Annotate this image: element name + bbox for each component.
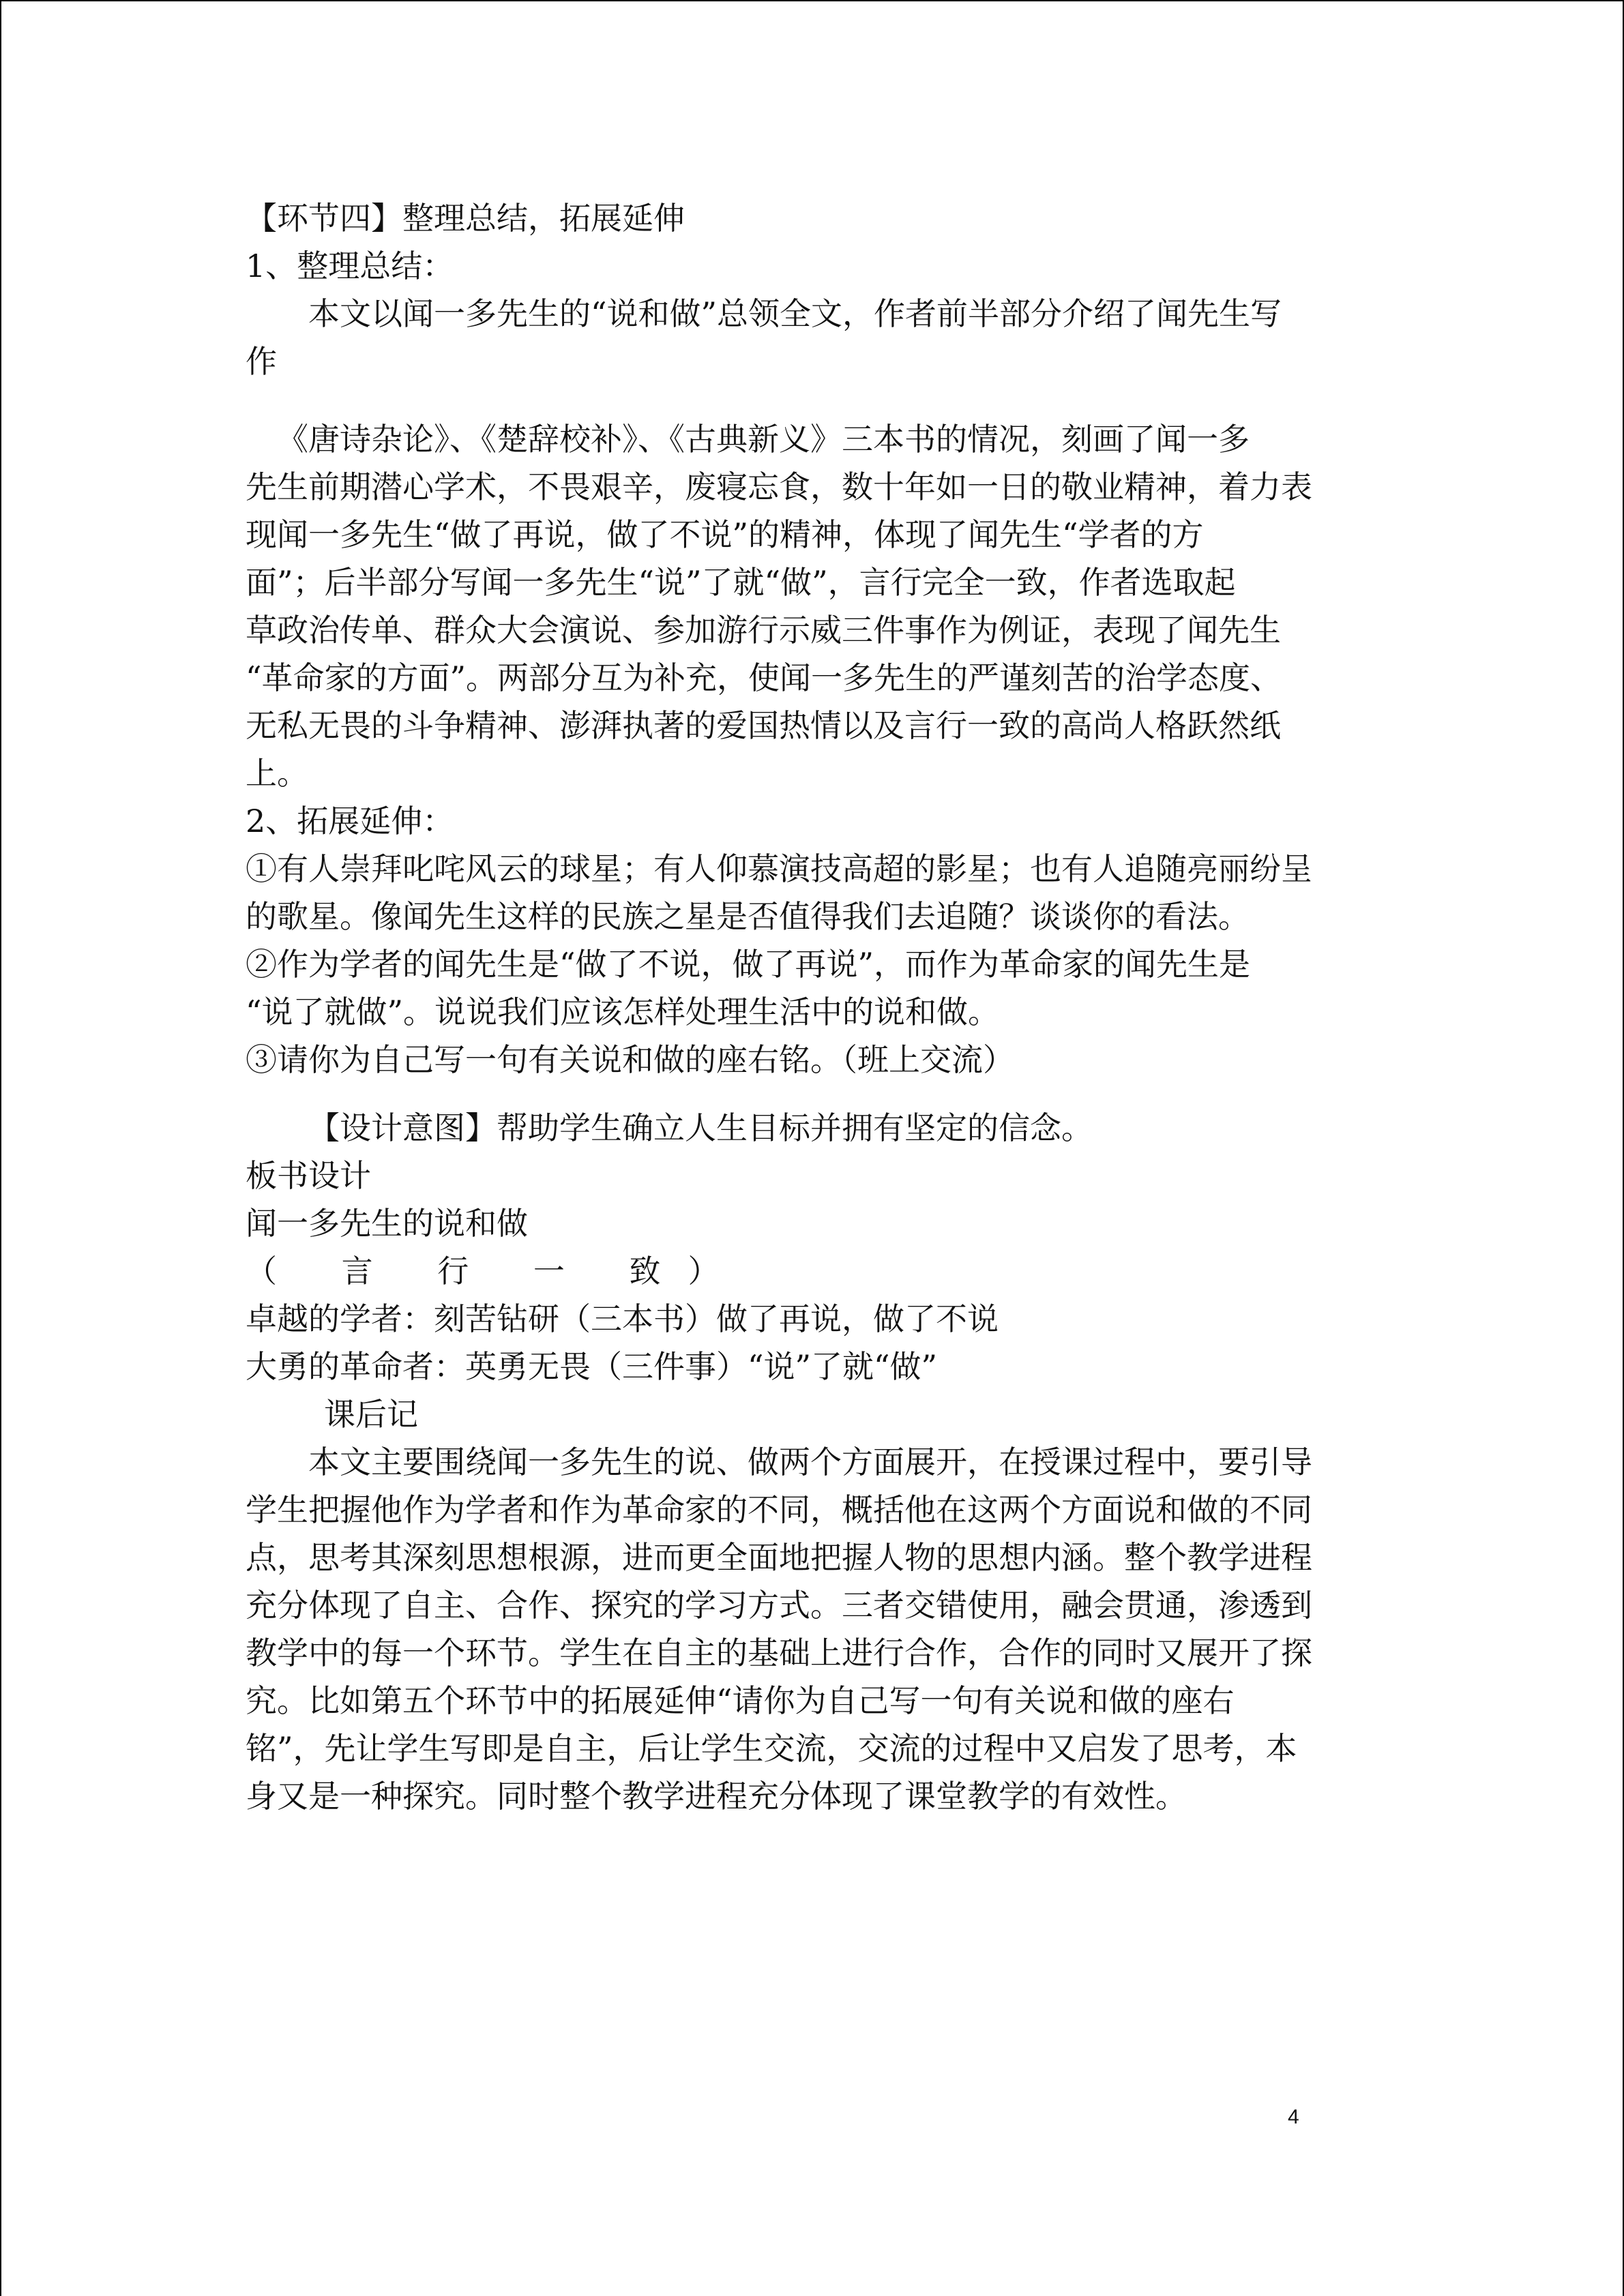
extension-line: ①有人崇拜叱咤风云的球星；有人仰慕演技高超的影星；也有人追随亮丽纷呈 xyxy=(246,850,1312,887)
extension-line: ②作为学者的闻先生是“做了不说，做了再说”，而作为革命家的闻先生是 xyxy=(246,946,1251,983)
board-line-revolutionary: 大勇的革命者：英勇无畏（三件事）“说”了就“做” xyxy=(246,1348,938,1385)
reflection-line: 本文主要围绕闻一多先生的说、做两个方面展开，在授课过程中，要引导 xyxy=(308,1444,1312,1480)
summary-paragraph-line: “革命家的方面”。两部分互为补充，使闻一多先生的严谨刻苦的治学态度、 xyxy=(246,659,1282,696)
design-intent: 【设计意图】帮助学生确立人生目标并拥有坚定的信念。 xyxy=(308,1109,1093,1146)
summary-paragraph-line: 先生前期潜心学术，不畏艰辛，废寝忘食，数十年如一日的敬业精神，着力表 xyxy=(246,468,1312,505)
summary-paragraph-line: 上。 xyxy=(246,755,308,792)
reflection-line: 铭”，先让学生写即是自主，后让学生交流，交流的过程中又启发了思考，本 xyxy=(246,1730,1297,1767)
page-number: 4 xyxy=(1288,2106,1299,2128)
reflection-line: 教学中的每一个环节。学生在自主的基础上进行合作，合作的同时又展开了探 xyxy=(246,1635,1312,1671)
subsection-title-extension: 2、拓展延伸： xyxy=(246,803,454,839)
board-theme: （ 言 行 一 致） xyxy=(246,1253,747,1289)
summary-paragraph-line: 草政治传单、群众大会演说、参加游行示威三件事作为例证，表现了闻先生 xyxy=(246,612,1281,648)
board-lesson-title: 闻一多先生的说和做 xyxy=(246,1205,528,1242)
summary-paragraph-line: 《唐诗杂论》、《楚辞校补》、《古典新义》三本书的情况，刻画了闻一多 xyxy=(277,421,1250,458)
extension-line: ③请你为自己写一句有关说和做的座右铭。（班上交流） xyxy=(246,1041,1014,1078)
extension-line: 的歌星。像闻先生这样的民族之星是否值得我们去追随？谈谈你的看法。 xyxy=(246,898,1250,935)
reflection-line: 充分体现了自主、合作、探究的学习方式。三者交错使用，融会贯通，渗透到 xyxy=(246,1587,1312,1624)
reflection-line: 点，思考其深刻思想根源，进而更全面地把握人物的思想内涵。整个教学进程 xyxy=(246,1539,1312,1576)
summary-paragraph-line: 作 xyxy=(246,343,277,380)
summary-paragraph-line: 无私无畏的斗争精神、澎湃执著的爱国热情以及言行一致的高尚人格跃然纸 xyxy=(246,707,1281,744)
reflection-line: 身又是一种探究。同时整个教学进程充分体现了课堂教学的有效性。 xyxy=(246,1778,1187,1815)
summary-paragraph-line: 本文以闻一多先生的“说和做”总领全文，作者前半部分介绍了闻先生写 xyxy=(308,295,1282,332)
section-heading: 【环节四】整理总结，拓展延伸 xyxy=(246,200,685,237)
board-line-scholar: 卓越的学者：刻苦钻研（三本书）做了再说，做了不说 xyxy=(246,1300,999,1337)
paragraph-gap xyxy=(246,1084,1364,1104)
summary-paragraph-line: 现闻一多先生“做了再说，做了不说”的精神，体现了闻先生“学者的方 xyxy=(246,516,1204,553)
document-body xyxy=(246,194,1364,1820)
reflection-line: 究。比如第五个环节中的拓展延伸“请你为自己写一句有关说和做的座右 xyxy=(246,1682,1235,1719)
reflection-line: 学生把握他作为学者和作为革命家的不同，概括他在这两个方面说和做的不同 xyxy=(246,1491,1312,1528)
subsection-title-summary: 1、整理总结： xyxy=(246,248,454,284)
summary-paragraph-line: 面”；后半部分写闻一多先生“说”了就“做”，言行完全一致，作者选取起 xyxy=(246,564,1236,601)
paragraph-gap xyxy=(246,385,1364,415)
board-design-title: 板书设计 xyxy=(246,1157,371,1194)
reflection-title: 课后记 xyxy=(324,1396,418,1433)
extension-line: “说了就做”。说说我们应该怎样处理生活中的说和做。 xyxy=(246,994,1000,1030)
